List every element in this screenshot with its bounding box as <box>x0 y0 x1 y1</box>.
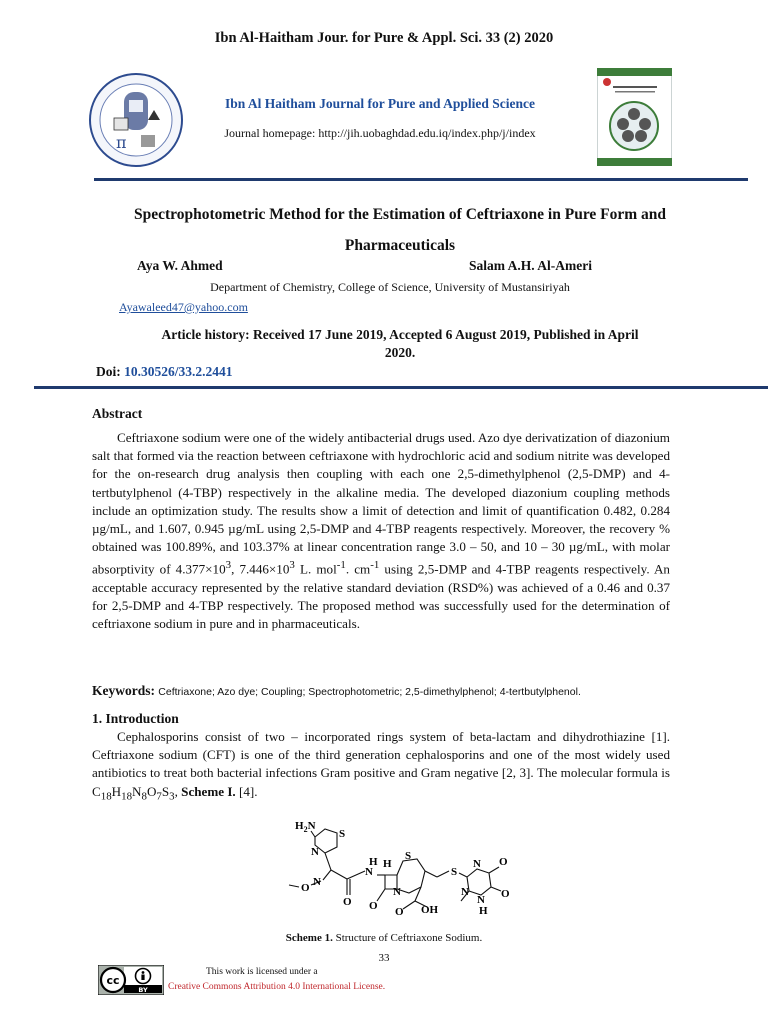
abstract-part: Ceftriaxone sodium were one of the widely antibacterial drugs used. Azo dye derivatization of diazonium salt that formed via the reaction between ceftriaxone with hydrochloric acid and sodium nitrite was developed for the on-research drug analysis then coupling with each one 2,5-dimethylphenol (2,5-DMP) and 4-tertbutylphenol (4-TBP) respectively in the alkaline media. The developed diazonium coupling methods include an optimization study. The results show a limit of detection and limit of quantification 0.482, 0.284 µg/mL, and 1.607, 0.945 µg/mL using 2,5-DMP and 4-TBP reagents respectively. Moreover, the recovery % obtained was 100.89%, and 103.37% at linear concentration range 3.0 – 50, and 10 – 30 µg/mL, with molar absorptivity of 4.377×10 <box>92 430 670 577</box>
structure-h2n: $H_2N$ <box>295 820 316 834</box>
caption-text: Structure of Ceftriaxone Sodium. <box>332 932 483 944</box>
structure-label: N <box>461 886 469 898</box>
author-1: Aya W. Ahmed <box>137 258 223 273</box>
page-number: 33 <box>378 952 390 964</box>
abstract-part: , 7.446×10 <box>231 561 290 577</box>
structure-label: O <box>369 900 378 912</box>
title-divider <box>34 386 768 389</box>
intro-part: Cephalosporins consist of two – incorporated rings system of beta-lactam and dihydrothiazine [1]. Ceftriaxone sodium (CFT) is one of the third generation cephalosporins and one of the most widely used antibiotics to treat both bacterial infections Gram positive and Gram negative [2, 3]. The molecular formula is C <box>92 729 670 799</box>
abstract-heading: Abstract <box>92 406 143 421</box>
author-email-link[interactable]: Ayawaleed47@yahoo.com <box>119 300 248 314</box>
journal-homepage-link[interactable]: Journal homepage: http://jih.uobaghdad.edu.iq/index.php/j/index <box>224 126 536 140</box>
cc-icon: cc <box>106 974 120 987</box>
by-icon: BY <box>138 986 148 994</box>
structure-label: O <box>301 882 310 894</box>
formula-part: S <box>161 783 170 799</box>
journal-name: Ibn Al Haitham Journal for Pure and Applied Science <box>224 96 536 111</box>
keywords-text: Ceftriaxone; Azo dye; Coupling; Spectrophotometric; 2,5-dimethylphenol; 4-tertbutylphenol. <box>158 686 581 698</box>
formula-sub: 18 <box>100 790 112 803</box>
introduction-text <box>92 728 670 805</box>
structure-label: H <box>479 905 488 917</box>
structure-label: N <box>477 894 485 906</box>
cc-by-badge[interactable] <box>98 965 164 995</box>
header-divider <box>94 178 748 181</box>
structure-label: S <box>451 866 458 878</box>
license-link[interactable]: Creative Commons Attribution 4.0 International License. <box>168 982 386 992</box>
scheme-reference: Scheme I. <box>181 783 236 799</box>
intro-part: [4]. <box>235 783 258 799</box>
paper-title: Spectrophotometric Method for the Estimation of Ceftriaxone in Pure Form and Pharmaceuticals <box>133 206 667 254</box>
scheme-caption <box>0 932 768 944</box>
structure-label: N <box>311 846 319 858</box>
structure-label: N <box>365 866 373 878</box>
abstract-sup: 3 <box>225 559 232 572</box>
journal-cover-thumbnail <box>597 68 672 166</box>
doi-link[interactable]: 10.30526/33.2.2441 <box>124 364 233 379</box>
doi-label: Doi: <box>96 364 121 379</box>
ceftriaxone-structure-diagram <box>285 815 525 925</box>
formula-part: , <box>174 783 182 799</box>
history-line-2: 2020. <box>384 345 416 360</box>
abstract-part: using 2,5-DMP and 4-TBP reagents respectively. An acceptable accuracy represented by the relative standard deviation (RSD%) was achieved of a 0.46 and 0.37 for 2,5-DMP and 4-TBP respectively. The proposed method was successfully used for the determination of ceftriaxone sodium in pure and in pharmaceuticals. <box>92 561 670 632</box>
structure-label: S <box>339 828 346 840</box>
structure-label: O <box>501 888 510 900</box>
formula-sub: 18 <box>121 790 133 803</box>
structure-label: N <box>393 886 401 898</box>
author-2: Salam A.H. Al-Ameri <box>469 258 592 273</box>
formula-part: N <box>132 783 142 799</box>
doi <box>96 364 233 380</box>
running-header: Ibn Al-Haitham Jour. for Pure & Appl. Sci. 33 (2) 2020 <box>214 30 554 46</box>
history-line-1: Article history: Received 17 June 2019, Accepted 6 August 2019, Published in April <box>161 327 639 342</box>
formula-sub: 3 <box>169 790 175 803</box>
structure-label: O <box>395 906 404 918</box>
keywords-label: Keywords: <box>92 683 155 698</box>
caption-label: Scheme 1. <box>285 932 333 944</box>
svg-text:π: π <box>116 133 127 152</box>
structure-label: N <box>473 858 481 870</box>
abstract-sup: -1 <box>336 559 346 572</box>
abstract-text <box>92 429 670 634</box>
structure-label: O <box>343 896 352 908</box>
formula-part: H <box>111 783 122 799</box>
license-notice: This work is licensed under a <box>206 967 318 977</box>
formula-sub: 7 <box>156 790 162 803</box>
abstract-part: . cm <box>345 561 371 577</box>
structure-label: H <box>369 856 378 868</box>
structure-label: O <box>499 856 508 868</box>
abstract-sup: -1 <box>370 559 380 572</box>
journal-logo <box>86 70 186 170</box>
structure-label: OH <box>421 904 439 916</box>
abstract-sup: 3 <box>289 559 295 572</box>
formula-part: O <box>146 783 157 799</box>
article-history <box>100 326 700 362</box>
structure-label: S <box>405 850 412 862</box>
abstract-part: L. mol <box>294 561 337 577</box>
affiliation: Department of Chemistry, College of Science, University of Mustansiriyah <box>210 280 570 294</box>
structure-label: H <box>383 858 392 870</box>
keywords <box>92 682 670 701</box>
introduction-heading: 1. Introduction <box>92 711 179 726</box>
structure-label: N <box>313 876 321 888</box>
formula-sub: 8 <box>141 790 147 803</box>
